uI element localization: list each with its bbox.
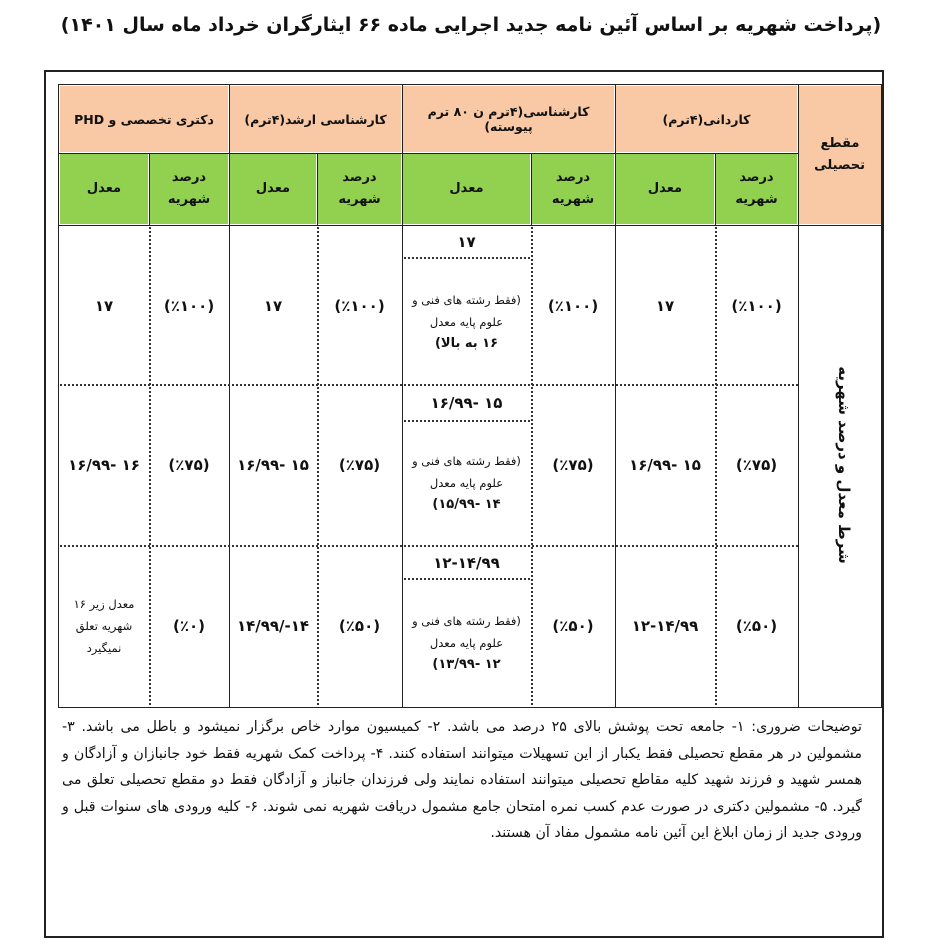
subheader-phd-average: معدل [60, 154, 148, 224]
row3-master-percent: (٪۵۰) [338, 617, 381, 635]
row1-associate-average: ۱۷ [655, 296, 675, 315]
degree-header-master: کارشناسی ارشد(۴ترم) [230, 86, 401, 152]
row3-master-average: ۱۴-/۱۴/۹۹ [236, 617, 310, 635]
row1-phd-percent: (٪۱۰۰) [163, 296, 215, 315]
row1-bachelor-note: (فقط رشته های فنی و علوم پایه معدل ۱۶ به بالا) [412, 292, 521, 351]
row1-bachelor-average: ۱۷ [457, 233, 476, 251]
row2-phd-percent: (٪۷۵) [168, 456, 210, 474]
notes-paragraph: توضیحات ضروری: ۱- جامعه تحت پوشش بالای ۲۵ درصد می باشد. ۲- کمیسیون موارد خاص برگزار نمیشود و باطل می باشد. ۳- مشمولین در هر مقطع تحصیلی فقط یکبار از این تسهیلات میتوانند استفاده کنند. ۴- پرداخت کمک شهریه فقط خود جانبازان و آزادگان و همسر شهید و فرزند شهید کلیه مقاطع تحصیلی میتوانند استفاده نمایند ولی فرزندان جانباز و آزادگان فقط دو مقطع تحصیلی تعلق می گیرد. ۵- مشمولین دکتری در صورت عدم کسب نمره امتحان جامع مشمول دریافت شهریه نمی شوند. ۶- کلیه ورودی های سنوات قبل و ورودی جدید از زمان ابلاغ این آئین نامه مشمول مفاد آن هستند. [62, 719, 863, 841]
row1-bachelor-percent: (٪۱۰۰) [547, 296, 599, 315]
row3-bachelor-average: ۱۲-۱۴/۹۹ [433, 553, 500, 572]
row2-bachelor-note: (فقط رشته های فنی و علوم پایه معدل ۱۴ -۱۵/۹۹) [412, 454, 521, 512]
page-title: (پرداخت شهریه بر اساس آئین نامه جدید اجرایی ماده ۶۶ ایثارگران خرداد ماه سال ۱۴۰۱) [60, 14, 882, 36]
row3-associate-average: ۱۲-۱۴/۹۹ [631, 617, 699, 635]
degree-header-bachelor: کارشناسی(۴ترم ن ۸۰ ترم پیوسته) [403, 86, 614, 152]
row1-master-average: ۱۷ [263, 296, 283, 315]
row2-associate-percent: (٪۷۵) [735, 456, 778, 474]
subheader-master-percent: درصد شهریه [318, 154, 401, 224]
degree-header-phd: دکتری تخصصی و PHD [60, 86, 228, 152]
row2-associate-average: ۱۵ -۱۶/۹۹ [629, 456, 701, 474]
subheader-master-average: معدل [230, 154, 316, 224]
row2-bachelor-average: ۱۵ -۱۶/۹۹ [430, 394, 503, 412]
subheader-bachelor-average: معدل [403, 154, 530, 224]
row1-associate-percent: (٪۱۰۰) [731, 296, 782, 315]
subheader-phd-percent: درصد شهریه [150, 154, 228, 224]
subheader-associate-average: معدل [616, 154, 714, 224]
row2-phd-average: ۱۶ -۱۶/۹۹ [68, 456, 140, 474]
row3-phd-percent: (٪۰) [172, 617, 206, 635]
level-header-label: مقطع تحصیلی [814, 136, 865, 173]
row2-master-percent: (٪۷۵) [338, 456, 381, 474]
row3-bachelor-note: (فقط رشته های فنی و علوم پایه معدل ۱۲ -۱۳/۹۹) [412, 613, 521, 672]
row3-bachelor-percent: (٪۵۰) [552, 617, 594, 635]
subheader-associate-percent: درصد شهریه [716, 154, 797, 224]
level-header [799, 86, 881, 224]
degree-header-associate: کاردانی(۴ترم) [616, 86, 797, 152]
row1-master-percent: (٪۱۰۰) [334, 296, 385, 315]
row2-bachelor-percent: (٪۷۵) [552, 456, 594, 474]
row3-associate-percent: (٪۵۰) [735, 617, 778, 635]
side-label: شرط معدل و درصد شهریه [835, 366, 854, 564]
row2-master-average: ۱۵ -۱۶/۹۹ [237, 456, 309, 474]
subheader-bachelor-percent: درصد شهریه [532, 154, 614, 224]
row3-phd-average: معدل زیر ۱۶ شهریه تعلق نمیگیرد [73, 597, 135, 655]
row1-phd-average: ۱۷ [94, 296, 114, 315]
